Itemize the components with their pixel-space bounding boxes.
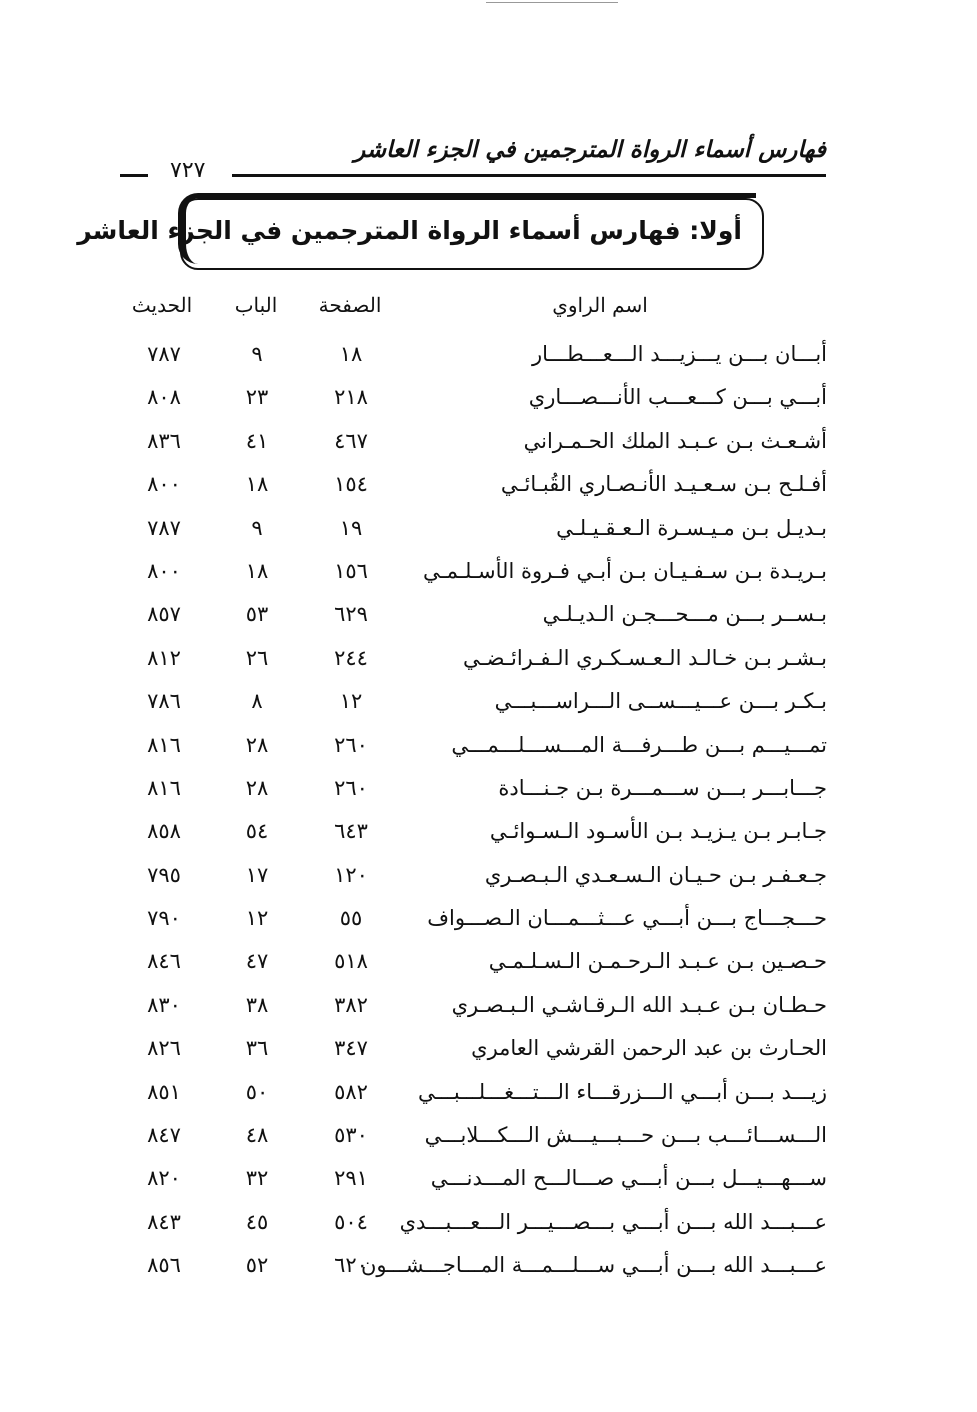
page-cell: ٢١٨: [334, 385, 368, 410]
section-title: أولا: فهارس أسماء الرواة المترجمين في الجزء العاشر: [77, 216, 742, 245]
narrator-name: ســـهـــيـــل بـــن أبـــي صـــالـــح المـــدنـــي: [430, 1166, 827, 1191]
hadith-cell: ٨٥٨: [147, 819, 181, 844]
narrator-name: أفـلـح بـن سـعـيـد الأنـصـاري القُبـائـي: [500, 472, 827, 497]
page-cell: ٥٠٤: [334, 1209, 368, 1234]
chapter-cell: ٢٨: [245, 775, 269, 800]
running-title: فهارس أسماء الرواة المترجمين في الجزء العاشر: [354, 136, 826, 163]
hadith-cell: ٨١٢: [147, 645, 181, 670]
column-header-chapter: الباب: [234, 293, 278, 317]
chapter-cell: ٤٧: [245, 949, 269, 974]
chapter-cell: ٢٦: [245, 645, 269, 670]
page-cell: ١٩: [339, 515, 363, 540]
chapter-cell: ٥٠: [245, 1079, 269, 1104]
narrator-name: جـعـفـر بـن حـيـان الـسـعـدي الـبـصـري: [484, 862, 827, 887]
page-cell: ٢٤٤: [334, 645, 368, 670]
table-row: [0, 813, 977, 856]
table-row: [0, 379, 977, 422]
page-cell: ٢٩١: [334, 1166, 368, 1191]
narrator-name: زيـــد بـــن أبـــي الـــزرقـــاء الـــتـــغـــلـــبـــي: [417, 1079, 827, 1104]
table-row: [0, 857, 977, 900]
narrator-name: بـســر بـــن مـــحـــجـن الـديـلـي: [542, 602, 827, 627]
page-cell: ٥١٨: [334, 949, 368, 974]
chapter-cell: ٤٥: [245, 1209, 269, 1234]
table-row: [0, 1160, 977, 1203]
narrator-name: بـريـدة بـن سـفـيـان بـن أبـي فـروة الأسـلـمـي: [423, 558, 827, 583]
page-number-dash: [120, 174, 148, 177]
chapter-cell: ٩: [251, 342, 263, 366]
chapter-cell: ٣٨: [245, 992, 269, 1017]
table-row: [0, 466, 977, 509]
table-row: [0, 1030, 977, 1073]
chapter-cell: ١٢: [245, 906, 269, 931]
page-cell: ١٥٦: [334, 558, 368, 583]
chapter-cell: ١٧: [245, 862, 269, 887]
table-row: [0, 596, 977, 639]
top-decorative-rule: [486, 2, 618, 3]
hadith-cell: ٧٨٧: [147, 342, 181, 366]
table-row: [0, 987, 977, 1030]
hadith-cell: ٨٣٦: [147, 428, 181, 453]
chapter-cell: ٣٦: [245, 1036, 269, 1061]
page-cell: ٢٦٠: [334, 775, 368, 800]
chapter-cell: ٤١: [245, 428, 269, 453]
chapter-cell: ٢٨: [245, 732, 269, 757]
hadith-cell: ٨٥٧: [147, 602, 181, 627]
column-header-page: الصفحة: [318, 293, 382, 317]
narrator-name: حـطـان بـن عـبـد الله الـرقـاشـي الـبـصـري: [451, 992, 827, 1017]
header-rule: [232, 174, 826, 177]
narrator-name: بـشـر بـن خـالـد الـعـسـكـري الـفـرائـضـي: [462, 645, 827, 670]
narrator-name: عـــبـــد الله بـــن أبـــي ســـلـــمـــة المـــاجـــشـــون: [361, 1253, 827, 1278]
hadith-cell: ٨٢٠: [147, 1166, 181, 1191]
page-cell: ١٥٤: [334, 472, 368, 497]
table-row: [0, 336, 977, 379]
hadith-cell: ٨٠٠: [147, 558, 181, 583]
table-row: [0, 900, 977, 943]
page-cell: ٣٨٢: [334, 992, 368, 1017]
chapter-cell: ٥٢: [245, 1253, 269, 1278]
narrator-name: حـصـين بـن عـبـد الـرحـمـن الـسـلـمـي: [488, 949, 827, 974]
hadith-cell: ٨٣٠: [147, 992, 181, 1017]
narrators-index-table: [0, 336, 977, 1291]
table-row: [0, 553, 977, 596]
narrator-name: جـــابـــر بـــن ســـمـــرة بـن جـنـــادة: [498, 775, 827, 800]
hadith-cell: ٨١٦: [147, 775, 181, 800]
hadith-cell: ٨٥١: [147, 1079, 181, 1104]
table-row: [0, 727, 977, 770]
table-row: [0, 510, 977, 553]
page-cell: ١٢٠: [334, 862, 368, 887]
narrator-name: حـــجـــاج بـــن أبـــي عـــثـــمـــان الـصـــواف: [427, 906, 827, 931]
table-row: [0, 423, 977, 466]
page-cell: ٣٤٧: [334, 1036, 368, 1061]
hadith-cell: ٨٤٣: [147, 1209, 181, 1234]
hadith-cell: ٨٢٦: [147, 1036, 181, 1061]
page-cell: ٥٥: [339, 906, 363, 931]
narrator-name: الـــســـائـــب بـــن حـــبـــيـــش الـــكـــلابـــي: [424, 1123, 827, 1148]
page-cell: ٦٢٩: [334, 602, 368, 627]
column-header-name: اسم الراوي: [552, 293, 648, 317]
page-cell: ١٢: [339, 689, 363, 714]
page-cell: ٤٦٧: [334, 428, 368, 453]
hadith-cell: ٧٨٧: [147, 515, 181, 540]
chapter-cell: ٣٢: [245, 1166, 269, 1191]
narrator-name: بـديـل بـن مـيـسـرة الـعـقـيـلـي: [556, 515, 827, 540]
hadith-cell: ٨٤٦: [147, 949, 181, 974]
hadith-cell: ٨٤٧: [147, 1123, 181, 1148]
hadith-cell: ٧٩٠: [147, 906, 181, 931]
narrator-name: أبـــان بـــن يـــزيـــد الـــعـــطـــار: [532, 342, 827, 366]
page-cell: ٢٦٠: [334, 732, 368, 757]
page-cell: ٥٨٢: [334, 1079, 368, 1104]
chapter-cell: ٨: [251, 689, 263, 714]
chapter-cell: ٤٨: [245, 1123, 269, 1148]
column-header-hadith: الحديث: [131, 293, 193, 317]
page-number: ٧٢٧: [170, 158, 206, 183]
section-title-box: [77, 198, 764, 270]
table-row: [0, 1247, 977, 1290]
narrator-name: أشـعـث بـن عـبـد الملك الحـمـراني: [523, 428, 827, 453]
hadith-cell: ٨٥٦: [147, 1253, 181, 1278]
table-row: [0, 640, 977, 683]
page-cell: ٥٣٠: [334, 1123, 368, 1148]
table-row: [0, 683, 977, 726]
narrator-name: جـابـر بـن يـزيـد بـن الأسـود الـسـوائـي: [489, 819, 827, 844]
table-row: [0, 1204, 977, 1247]
page-cell: ٦٢٠: [334, 1253, 368, 1278]
chapter-cell: ١٨: [245, 558, 269, 583]
hadith-cell: ٨١٦: [147, 732, 181, 757]
chapter-cell: ٢٣: [245, 385, 269, 410]
chapter-cell: ٩: [251, 515, 263, 540]
chapter-cell: ١٨: [245, 472, 269, 497]
hadith-cell: ٧٨٦: [147, 689, 181, 714]
narrator-name: الحـارث بن عبد الرحمن القرشي العامري: [471, 1036, 827, 1061]
hadith-cell: ٨٠٠: [147, 472, 181, 497]
page-cell: ٦٤٣: [334, 819, 368, 844]
narrator-name: أبـــي بـــن كـــعـــب الأنـــصـــاري: [528, 385, 827, 410]
narrator-name: عـــبـــد الله بـــن أبـــي بـــصـــيـــر الـــعـــبـــدي: [399, 1209, 827, 1234]
hadith-cell: ٨٠٨: [147, 385, 181, 410]
chapter-cell: ٥٣: [245, 602, 269, 627]
table-row: [0, 1074, 977, 1117]
chapter-cell: ٥٤: [245, 819, 269, 844]
hadith-cell: ٧٩٥: [147, 862, 181, 887]
table-row: [0, 1117, 977, 1160]
table-row: [0, 943, 977, 986]
table-row: [0, 770, 977, 813]
page-cell: ١٨: [339, 342, 363, 366]
narrator-name: تمـــيـــم بـــن طـــرفـــة المـــســـلـــمـــي: [451, 732, 827, 757]
page-header: [120, 136, 826, 182]
narrator-name: بـكـر بـــن عـــيـــســى الـــراســـبـــي: [494, 689, 827, 714]
